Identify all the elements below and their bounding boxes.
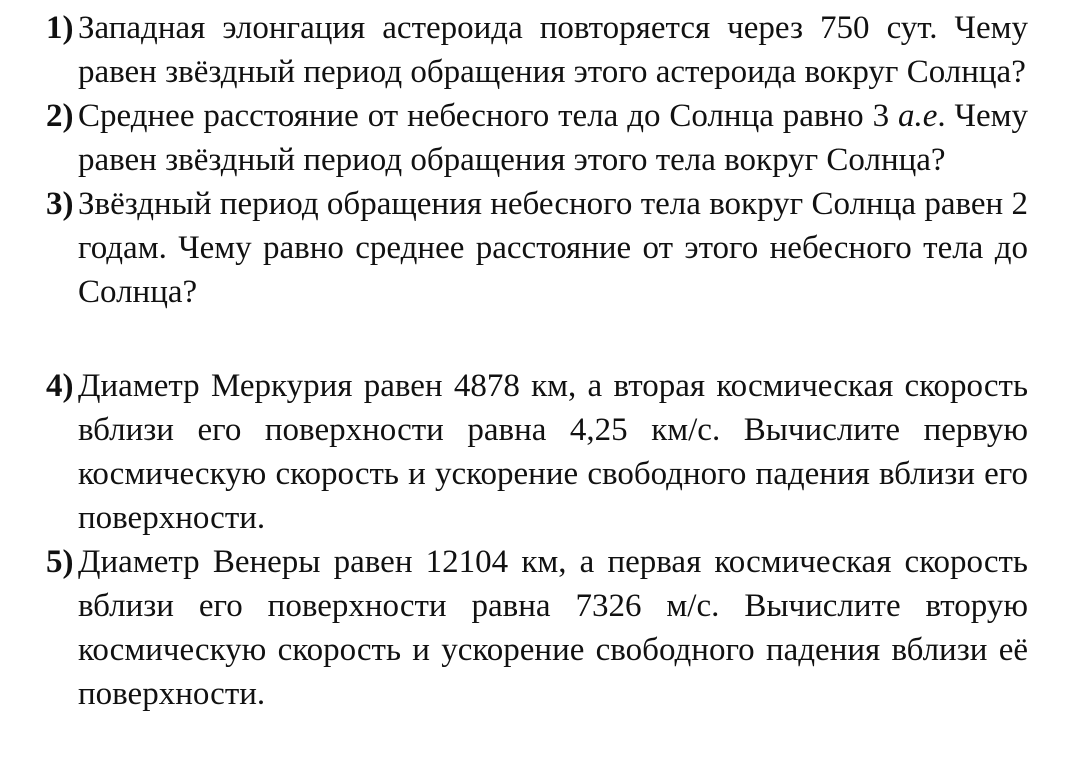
section-spacer <box>46 314 1028 364</box>
problem-text: Звёздный период обращения небесного тела вокруг Солнца равен 2 годам. Чему равно среднее расстояние от этого небесного тела до Солнца? <box>78 186 1028 310</box>
problem-text: Западная элонгация астероида повторяется через 750 сут. Чему равен звёздный период обращения этого астероида вокруг Солнца? <box>78 10 1028 90</box>
problem-number: 4) <box>46 368 74 404</box>
problem-number: 2) <box>46 98 74 134</box>
problem-number: 5) <box>46 544 74 580</box>
problem-2 <box>46 94 1028 182</box>
problem-4 <box>46 364 1028 540</box>
problem-text-after: . Чему равен звёздный период обращения этого тела вокруг Солнца? <box>78 98 1028 178</box>
problem-text-before: Среднее расстояние от небесного тела до Солнца равно 3 <box>78 98 898 134</box>
problem-5 <box>46 540 1028 716</box>
unit-au: а.е <box>897 98 938 134</box>
problem-text: Диаметр Венеры равен 12104 км, а первая космическая скорость вблизи его поверхности равна 7326 м/с. Вычислите вторую космическую скорость и ускорение свободного падения вблизи её поверхности. <box>78 544 1028 712</box>
problem-number: 1) <box>46 10 74 46</box>
problem-text <box>78 94 1028 182</box>
problem-3 <box>46 182 1028 314</box>
problem-text: Диаметр Меркурия равен 4878 км, а вторая космическая скорость вблизи его поверхности равна 4,25 км/с. Вычислите первую космическую скорость и ускорение свободного падения вблизи его поверхности. <box>78 368 1028 536</box>
problem-1 <box>46 6 1028 94</box>
problem-number: 3) <box>46 186 74 222</box>
